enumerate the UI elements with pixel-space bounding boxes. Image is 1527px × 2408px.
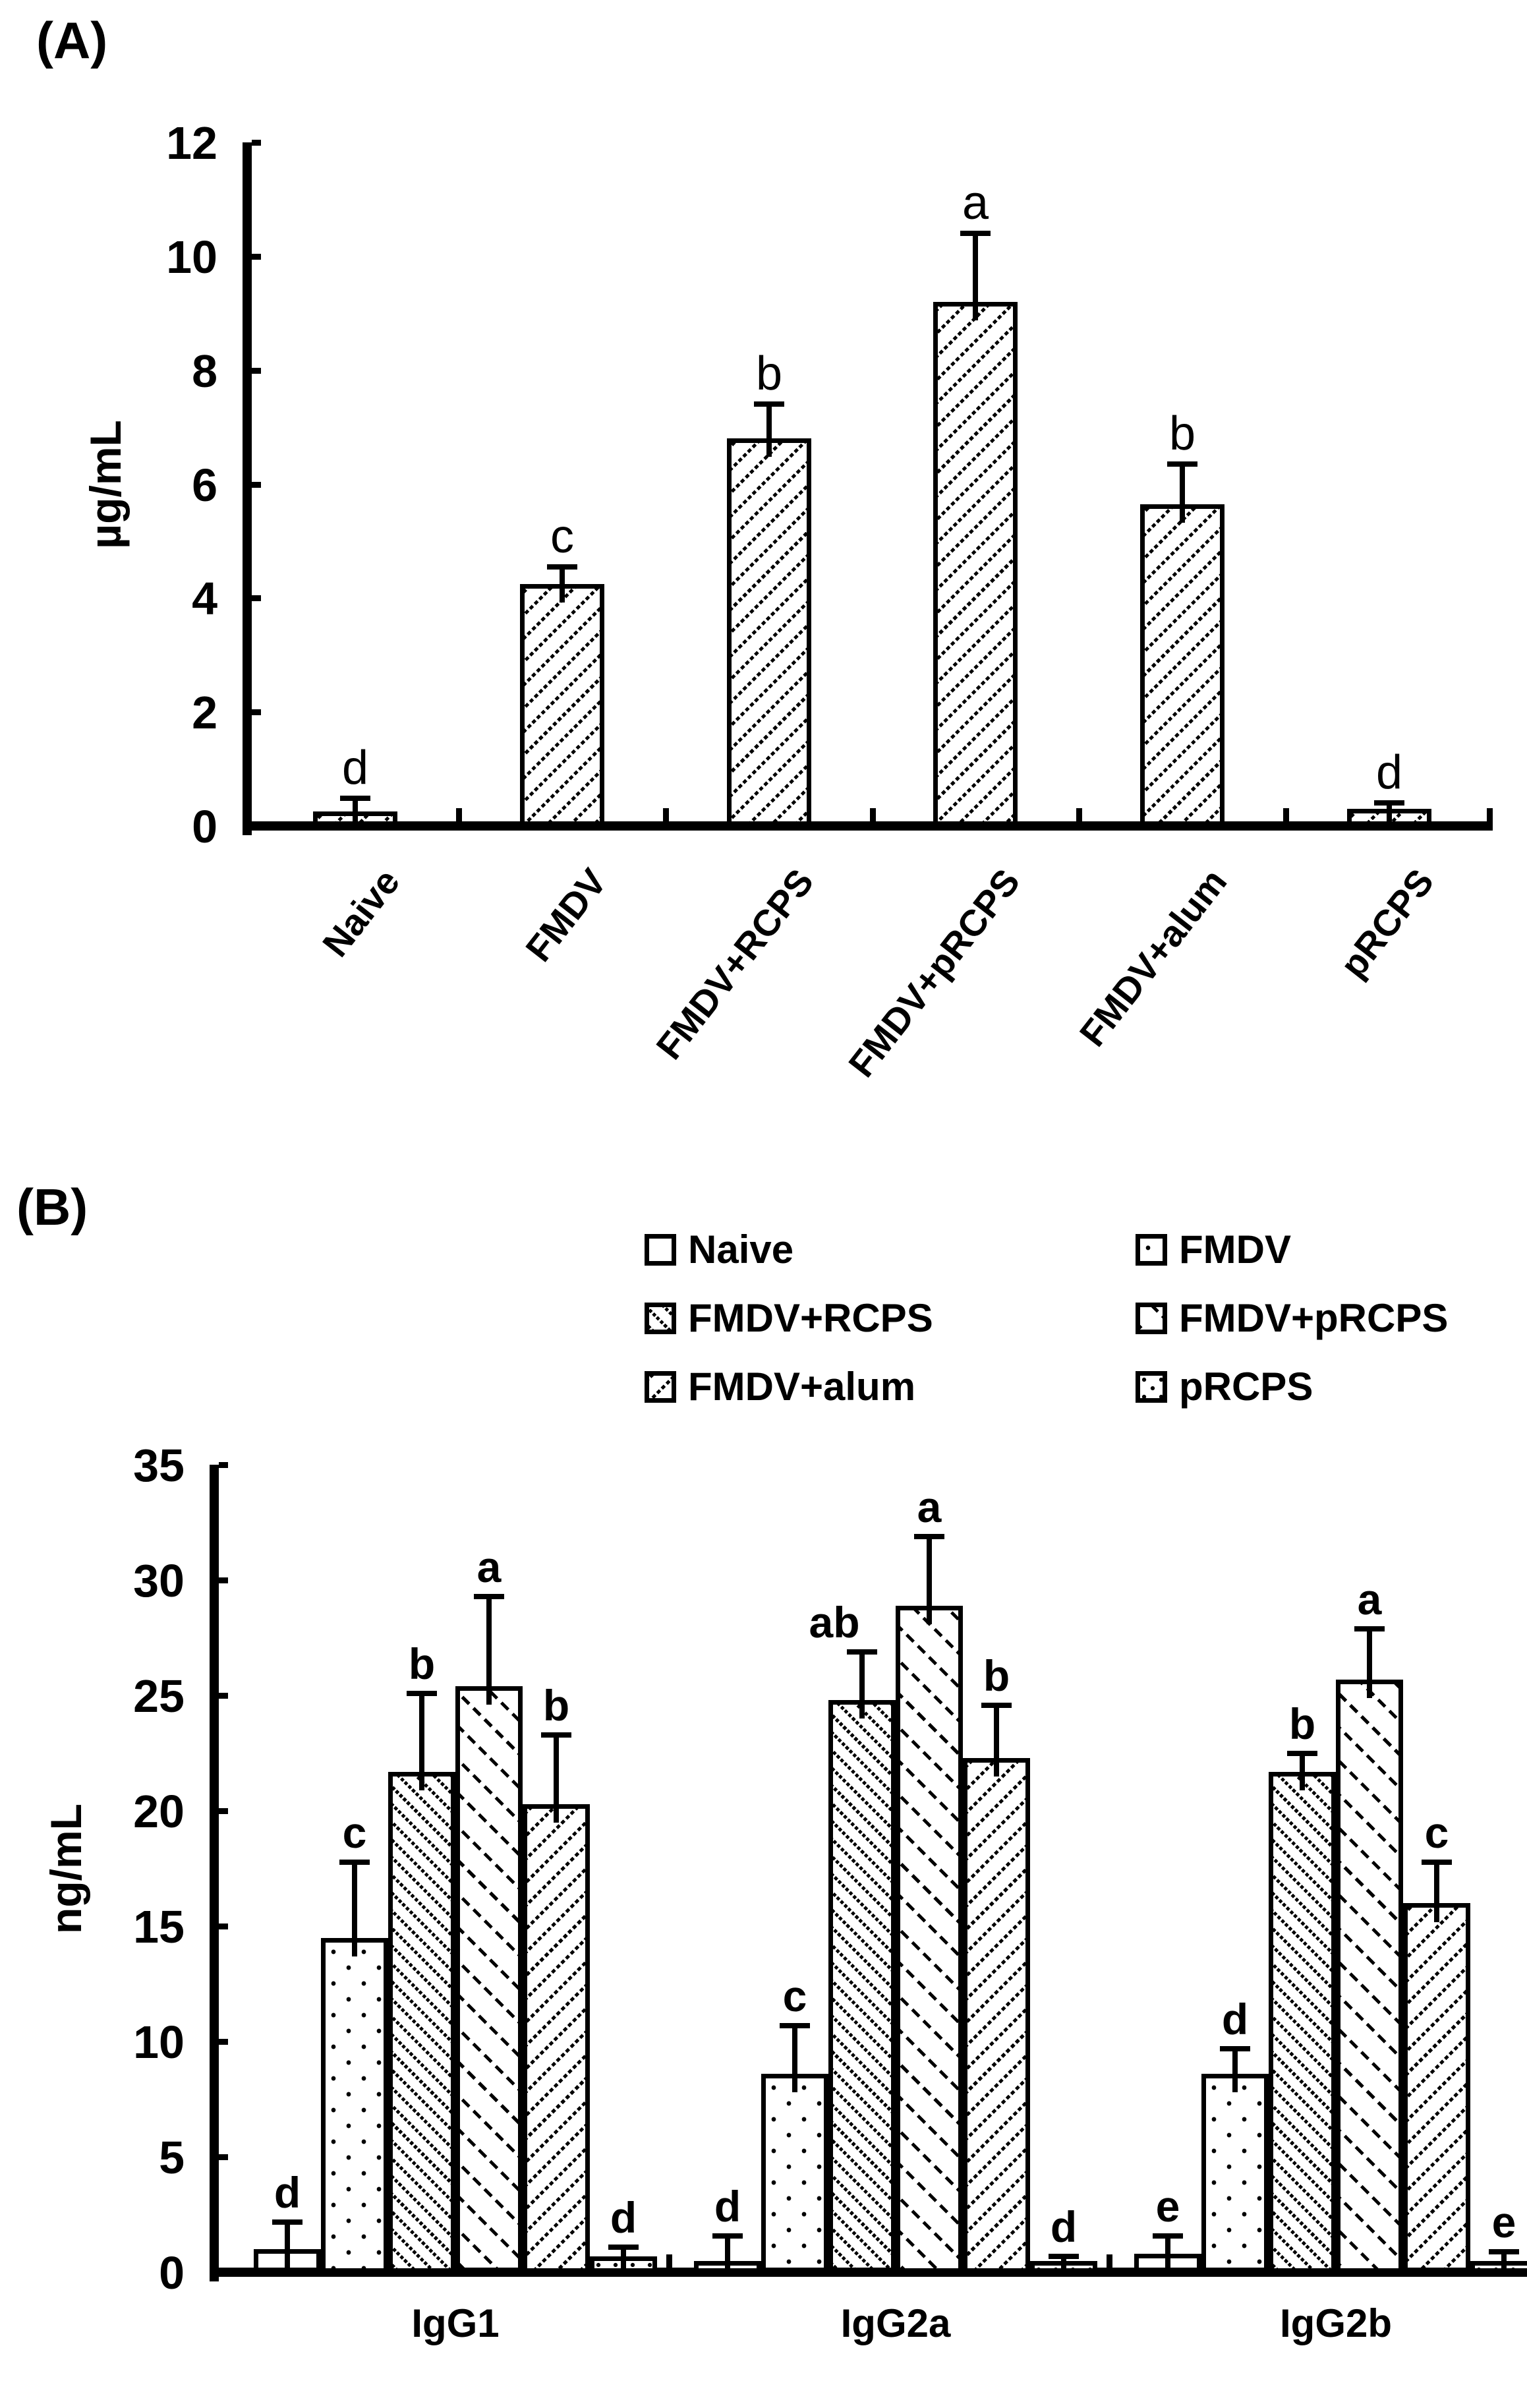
sig-letter: d <box>1050 2202 1078 2251</box>
x-tick <box>1107 2254 1112 2268</box>
x-tick <box>456 808 462 821</box>
legend-label: FMDV+RCPS <box>688 1296 933 1340</box>
sig-letter: e <box>1155 2182 1180 2231</box>
sig-letter: b <box>755 347 783 400</box>
y-tick-label: 8 <box>192 345 217 397</box>
error-bar-stem <box>1165 2233 1170 2269</box>
error-bar-cap <box>541 1732 571 1738</box>
sig-letter: b <box>1288 1699 1316 1748</box>
category-label: pRCPS <box>1331 861 1442 985</box>
error-bar-cap <box>914 1534 944 1539</box>
bar <box>455 1686 523 2272</box>
error-bar-cap <box>547 564 577 570</box>
error-bar-stem <box>1180 461 1185 523</box>
category-label: FMDV+alum <box>1071 861 1235 1054</box>
error-bar-cap <box>960 231 991 236</box>
error-bar-cap <box>1489 2249 1519 2254</box>
error-bar-stem <box>792 2023 797 2092</box>
sig-letter: d <box>1375 746 1403 799</box>
sig-letter: b <box>542 1681 570 1730</box>
group-label: IgG2a <box>840 2301 951 2345</box>
y-tick-label: 20 <box>133 1786 185 1837</box>
legend-swatch <box>1136 1303 1167 1334</box>
x-tick <box>1076 808 1082 821</box>
x-tick <box>1283 808 1289 821</box>
error-bar-cap <box>339 1860 370 1865</box>
error-bar-stem <box>766 401 772 457</box>
y-tick <box>219 1462 228 1468</box>
y-tick <box>252 595 261 601</box>
y-axis <box>210 1465 219 2281</box>
legend-swatch <box>645 1303 676 1334</box>
y-tick <box>252 254 261 260</box>
error-bar-stem <box>927 1534 932 1624</box>
error-bar-cap <box>780 2023 810 2028</box>
error-bar-cap <box>1049 2254 1079 2259</box>
sig-letter: a <box>962 177 989 229</box>
bar <box>1269 1772 1336 2273</box>
legend-swatch <box>645 1371 676 1403</box>
error-bar-stem <box>285 2219 290 2268</box>
sig-letter: a <box>917 1483 942 1531</box>
y-tick-label: 0 <box>159 2247 185 2299</box>
sig-letter: d <box>714 2182 741 2231</box>
error-bar-cap <box>340 796 370 801</box>
y-tick-label: 15 <box>133 1901 185 1953</box>
error-bar-cap <box>712 2233 743 2239</box>
error-bar-stem <box>1232 2046 1238 2092</box>
sig-letter: b <box>1168 407 1196 460</box>
error-bar-cap <box>608 2245 639 2250</box>
error-bar-stem <box>859 1649 865 1718</box>
error-bar-cap <box>1354 1626 1385 1631</box>
y-tick-label: 10 <box>166 231 217 283</box>
x-tick <box>870 808 876 821</box>
error-bar-cap <box>407 1691 437 1696</box>
bar <box>1336 1680 1403 2273</box>
sig-letter: b <box>408 1639 436 1688</box>
y-tick <box>219 1923 228 1929</box>
bar <box>963 1758 1030 2273</box>
y-tick <box>219 2039 228 2045</box>
y-tick-label: 2 <box>192 687 217 738</box>
x-tick <box>1487 808 1493 821</box>
bar <box>727 438 811 826</box>
sig-letter: d <box>610 2193 637 2242</box>
sig-letter: e <box>1491 2198 1516 2246</box>
bar <box>1140 504 1224 826</box>
error-bar-stem <box>554 1732 559 1823</box>
sig-letter: d <box>274 2168 301 2217</box>
legend-swatch <box>1136 1234 1167 1266</box>
error-bar-stem <box>725 2233 730 2269</box>
x-tick <box>666 2254 672 2268</box>
error-bar-stem <box>352 1860 357 1956</box>
bar <box>523 1804 590 2273</box>
bar <box>1201 2074 1269 2272</box>
bar <box>761 2074 828 2272</box>
error-bar-cap <box>847 1649 877 1655</box>
y-tick <box>252 140 261 146</box>
sig-letter: d <box>341 742 369 794</box>
sig-letter: c <box>1424 1808 1449 1857</box>
x-axis <box>243 821 1493 831</box>
panel-b-y-axis-title: ng/mL <box>42 1804 90 1934</box>
y-tick-label: 5 <box>159 2132 185 2183</box>
error-bar-cap <box>1374 800 1404 806</box>
error-bar-cap <box>1167 461 1197 467</box>
error-bar-cap <box>1220 2046 1250 2051</box>
y-tick-label: 12 <box>166 117 217 169</box>
y-tick-label: 10 <box>133 2016 185 2068</box>
error-bar-stem <box>419 1691 424 1790</box>
sig-letter: b <box>983 1651 1010 1700</box>
y-tick <box>252 482 261 488</box>
group-label: IgG2b <box>1279 2301 1393 2345</box>
category-label: FMDV+RCPS <box>648 861 822 1067</box>
sig-letter: a <box>1357 1575 1382 1624</box>
panel-a-label: (A) <box>36 11 108 69</box>
bar <box>388 1772 455 2273</box>
bar <box>1470 2261 1527 2273</box>
error-bar-cap <box>474 1594 504 1599</box>
error-bar-stem <box>1367 1626 1372 1698</box>
sig-letter: ab <box>809 1598 860 1647</box>
error-bar-cap <box>1153 2233 1183 2239</box>
y-tick-label: 35 <box>133 1440 185 1491</box>
error-bar-cap <box>272 2219 303 2225</box>
y-tick-label: 30 <box>133 1555 185 1606</box>
y-tick-label: 6 <box>192 459 217 511</box>
y-tick <box>252 368 261 374</box>
category-label: Naive <box>314 861 408 964</box>
legend-label: FMDV+pRCPS <box>1179 1296 1449 1340</box>
error-bar-stem <box>1300 1751 1305 1790</box>
group-label: IgG1 <box>411 2301 500 2345</box>
bar <box>828 1700 896 2272</box>
sig-letter: d <box>1221 1995 1249 2043</box>
y-tick <box>219 1577 228 1583</box>
sig-letter: a <box>476 1542 502 1591</box>
legend-label: FMDV <box>1179 1227 1291 1272</box>
y-tick <box>219 2154 228 2160</box>
y-tick-label: 25 <box>133 1670 185 1722</box>
error-bar-stem <box>973 231 978 320</box>
error-bar-cap <box>1287 1751 1317 1756</box>
y-tick <box>252 709 261 715</box>
bar <box>1403 1903 1470 2272</box>
error-bar-cap <box>981 1703 1012 1708</box>
sig-letter: c <box>550 510 574 563</box>
legend-label: pRCPS <box>1179 1365 1313 1409</box>
legend-swatch <box>645 1234 676 1266</box>
y-tick <box>219 1808 228 1814</box>
y-tick <box>219 1693 228 1699</box>
bar <box>520 584 604 826</box>
bar <box>321 1938 388 2273</box>
sig-letter: c <box>782 1972 807 2020</box>
panel-a-y-axis-title: µg/mL <box>81 420 130 549</box>
legend-label: Naive <box>688 1227 794 1272</box>
category-label: FMDV+pRCPS <box>840 861 1028 1085</box>
y-axis <box>243 142 252 835</box>
y-tick-label: 0 <box>192 801 217 852</box>
panel-b-label: (B) <box>16 1178 88 1236</box>
category-label: FMDV <box>517 861 615 970</box>
error-bar-stem <box>1434 1860 1439 1922</box>
bar <box>933 302 1018 826</box>
x-tick <box>663 808 669 821</box>
error-bar-stem <box>486 1594 492 1705</box>
bar <box>896 1606 963 2273</box>
y-tick-label: 4 <box>192 573 217 624</box>
error-bar-stem <box>994 1703 999 1777</box>
legend-swatch <box>1136 1371 1167 1403</box>
error-bar-stem <box>560 564 565 602</box>
error-bar-cap <box>1422 1860 1452 1865</box>
sig-letter: c <box>342 1808 367 1857</box>
legend-label: FMDV+alum <box>688 1365 916 1409</box>
error-bar-cap <box>754 401 784 407</box>
